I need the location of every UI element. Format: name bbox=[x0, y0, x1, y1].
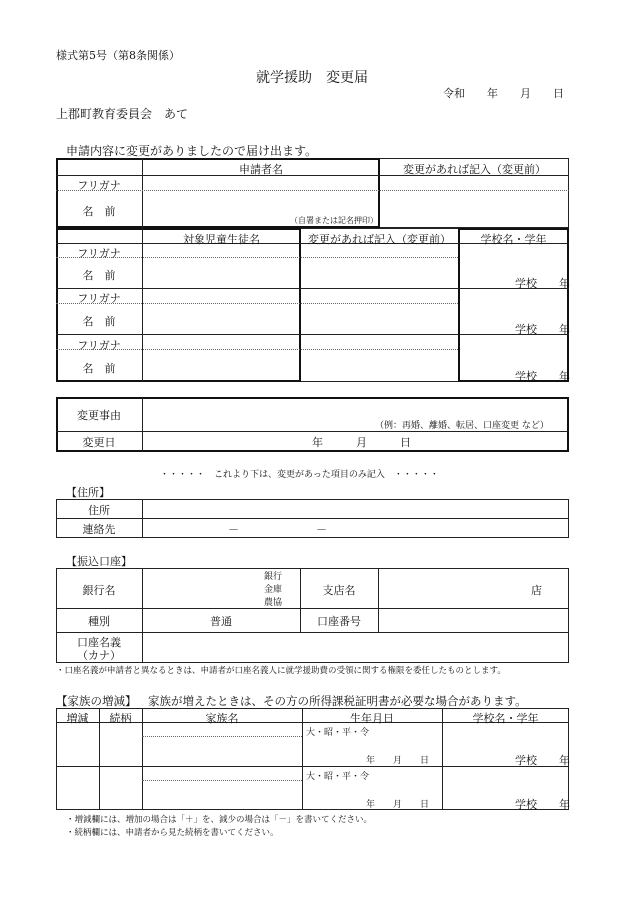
date-line: 令和 年 月 日 bbox=[443, 87, 564, 100]
address-label: 住所 bbox=[88, 504, 110, 517]
family1-ymd: 年 月 日 bbox=[366, 756, 430, 766]
change-reason-field[interactable] bbox=[143, 399, 566, 429]
family-note-2: ・続柄欄には、申請者から見た続柄を書いてください。 bbox=[66, 828, 279, 838]
family2-era: 大・昭・平・令 bbox=[306, 772, 370, 782]
change-date-value: 年 月 日 bbox=[312, 436, 411, 449]
applicant-furigana-field[interactable] bbox=[143, 176, 378, 189]
bank-section-title: 【振込口座】 bbox=[66, 555, 132, 568]
account-holder-kana-label: （カナ） bbox=[77, 649, 121, 662]
family1-era: 大・昭・平・令 bbox=[306, 728, 370, 738]
applicant-name-field[interactable] bbox=[143, 191, 378, 213]
child1-name-label: 名 前 bbox=[82, 269, 116, 282]
change-date-label: 変更日 bbox=[82, 436, 116, 449]
child3-name-label: 名 前 bbox=[82, 362, 116, 375]
change-reason-label: 変更事由 bbox=[77, 409, 121, 422]
child-before-header: 変更があれば記入（変更前） bbox=[308, 233, 451, 246]
family-section-note: 家族が増えたときは、その方の所得課税証明書が必要な場合があります。 bbox=[148, 694, 527, 708]
address-field[interactable] bbox=[143, 500, 567, 517]
form-title: 就学援助 変更届 bbox=[256, 70, 368, 86]
child1-furigana-label: フリガナ bbox=[77, 247, 121, 260]
applicant-name-label: 名 前 bbox=[82, 205, 116, 218]
account-number-field[interactable] bbox=[379, 609, 567, 631]
contact-dash-2: － bbox=[316, 523, 327, 536]
applicant-name-header: 申請者名 bbox=[239, 163, 283, 176]
addressee: 上郡町教育委員会 あて bbox=[56, 107, 189, 121]
child-school-header: 学校名・学年 bbox=[480, 233, 547, 246]
account-type-value: 普通 bbox=[210, 615, 232, 628]
applicant-furigana-label: フリガナ bbox=[77, 179, 121, 192]
bank-name-label: 銀行名 bbox=[82, 584, 116, 597]
family-school-header: 学校名・学年 bbox=[472, 712, 539, 725]
notice-line: ・・・・・ これより下は、変更があった項目のみ記入 ・・・・・ bbox=[160, 470, 439, 480]
account-holder-label: 口座名義 bbox=[77, 636, 121, 649]
account-holder-field[interactable] bbox=[143, 633, 567, 661]
applicant-before-header: 変更があれば記入（変更前） bbox=[403, 163, 546, 176]
child-name-header: 対象児童生徒名 bbox=[183, 233, 260, 246]
sign-note: （自署または記名押印） bbox=[290, 216, 378, 225]
intro-text: 申請内容に変更がありましたので届け出ます。 bbox=[66, 144, 318, 158]
bank-note: ・口座名義が申請者と異なるときは、申請者が口座名義人に就学援助費の受領に関する権限を委任したものとします。 bbox=[56, 666, 506, 676]
family-section-title: 【家族の増減】 bbox=[56, 694, 137, 708]
child1-school-suffix: 学校 年 bbox=[515, 277, 570, 290]
contact-dash-1: － bbox=[228, 523, 239, 536]
form-number: 様式第5号（第8条関係） bbox=[56, 49, 180, 62]
child2-furigana-label: フリガナ bbox=[77, 292, 121, 305]
child3-furigana-label: フリガナ bbox=[77, 339, 121, 352]
change-reason-example: （例：再婚、離婚、転居、口座変更 など） bbox=[375, 421, 549, 431]
family2-ymd: 年 月 日 bbox=[366, 800, 430, 810]
contact-label: 連絡先 bbox=[82, 523, 116, 536]
family-birth-header: 生年月日 bbox=[350, 712, 394, 725]
child2-name-label: 名 前 bbox=[82, 315, 116, 328]
family-note-1: ・増減欄には、増加の場合は「＋」を、減少の場合は「－」を書いてください。 bbox=[66, 815, 373, 825]
bank-type-kinko: 金庫 bbox=[264, 585, 283, 595]
bank-type-bank: 銀行 bbox=[264, 572, 283, 582]
account-number-label: 口座番号 bbox=[317, 615, 361, 628]
family2-school-suffix: 学校 年 bbox=[515, 798, 570, 811]
branch-suffix: 店 bbox=[531, 584, 542, 597]
account-type-label: 種別 bbox=[88, 615, 110, 628]
family-name-header: 家族名 bbox=[205, 712, 239, 725]
family-change-header: 増減 bbox=[66, 712, 89, 725]
child2-school-suffix: 学校 年 bbox=[515, 323, 570, 336]
child3-school-suffix: 学校 年 bbox=[515, 370, 570, 383]
family-relation-header: 続柄 bbox=[109, 712, 132, 725]
branch-label: 支店名 bbox=[322, 584, 356, 597]
address-section-title: 【住所】 bbox=[66, 486, 110, 499]
bank-type-nokyo: 農協 bbox=[264, 598, 283, 608]
family1-school-suffix: 学校 年 bbox=[515, 754, 570, 767]
